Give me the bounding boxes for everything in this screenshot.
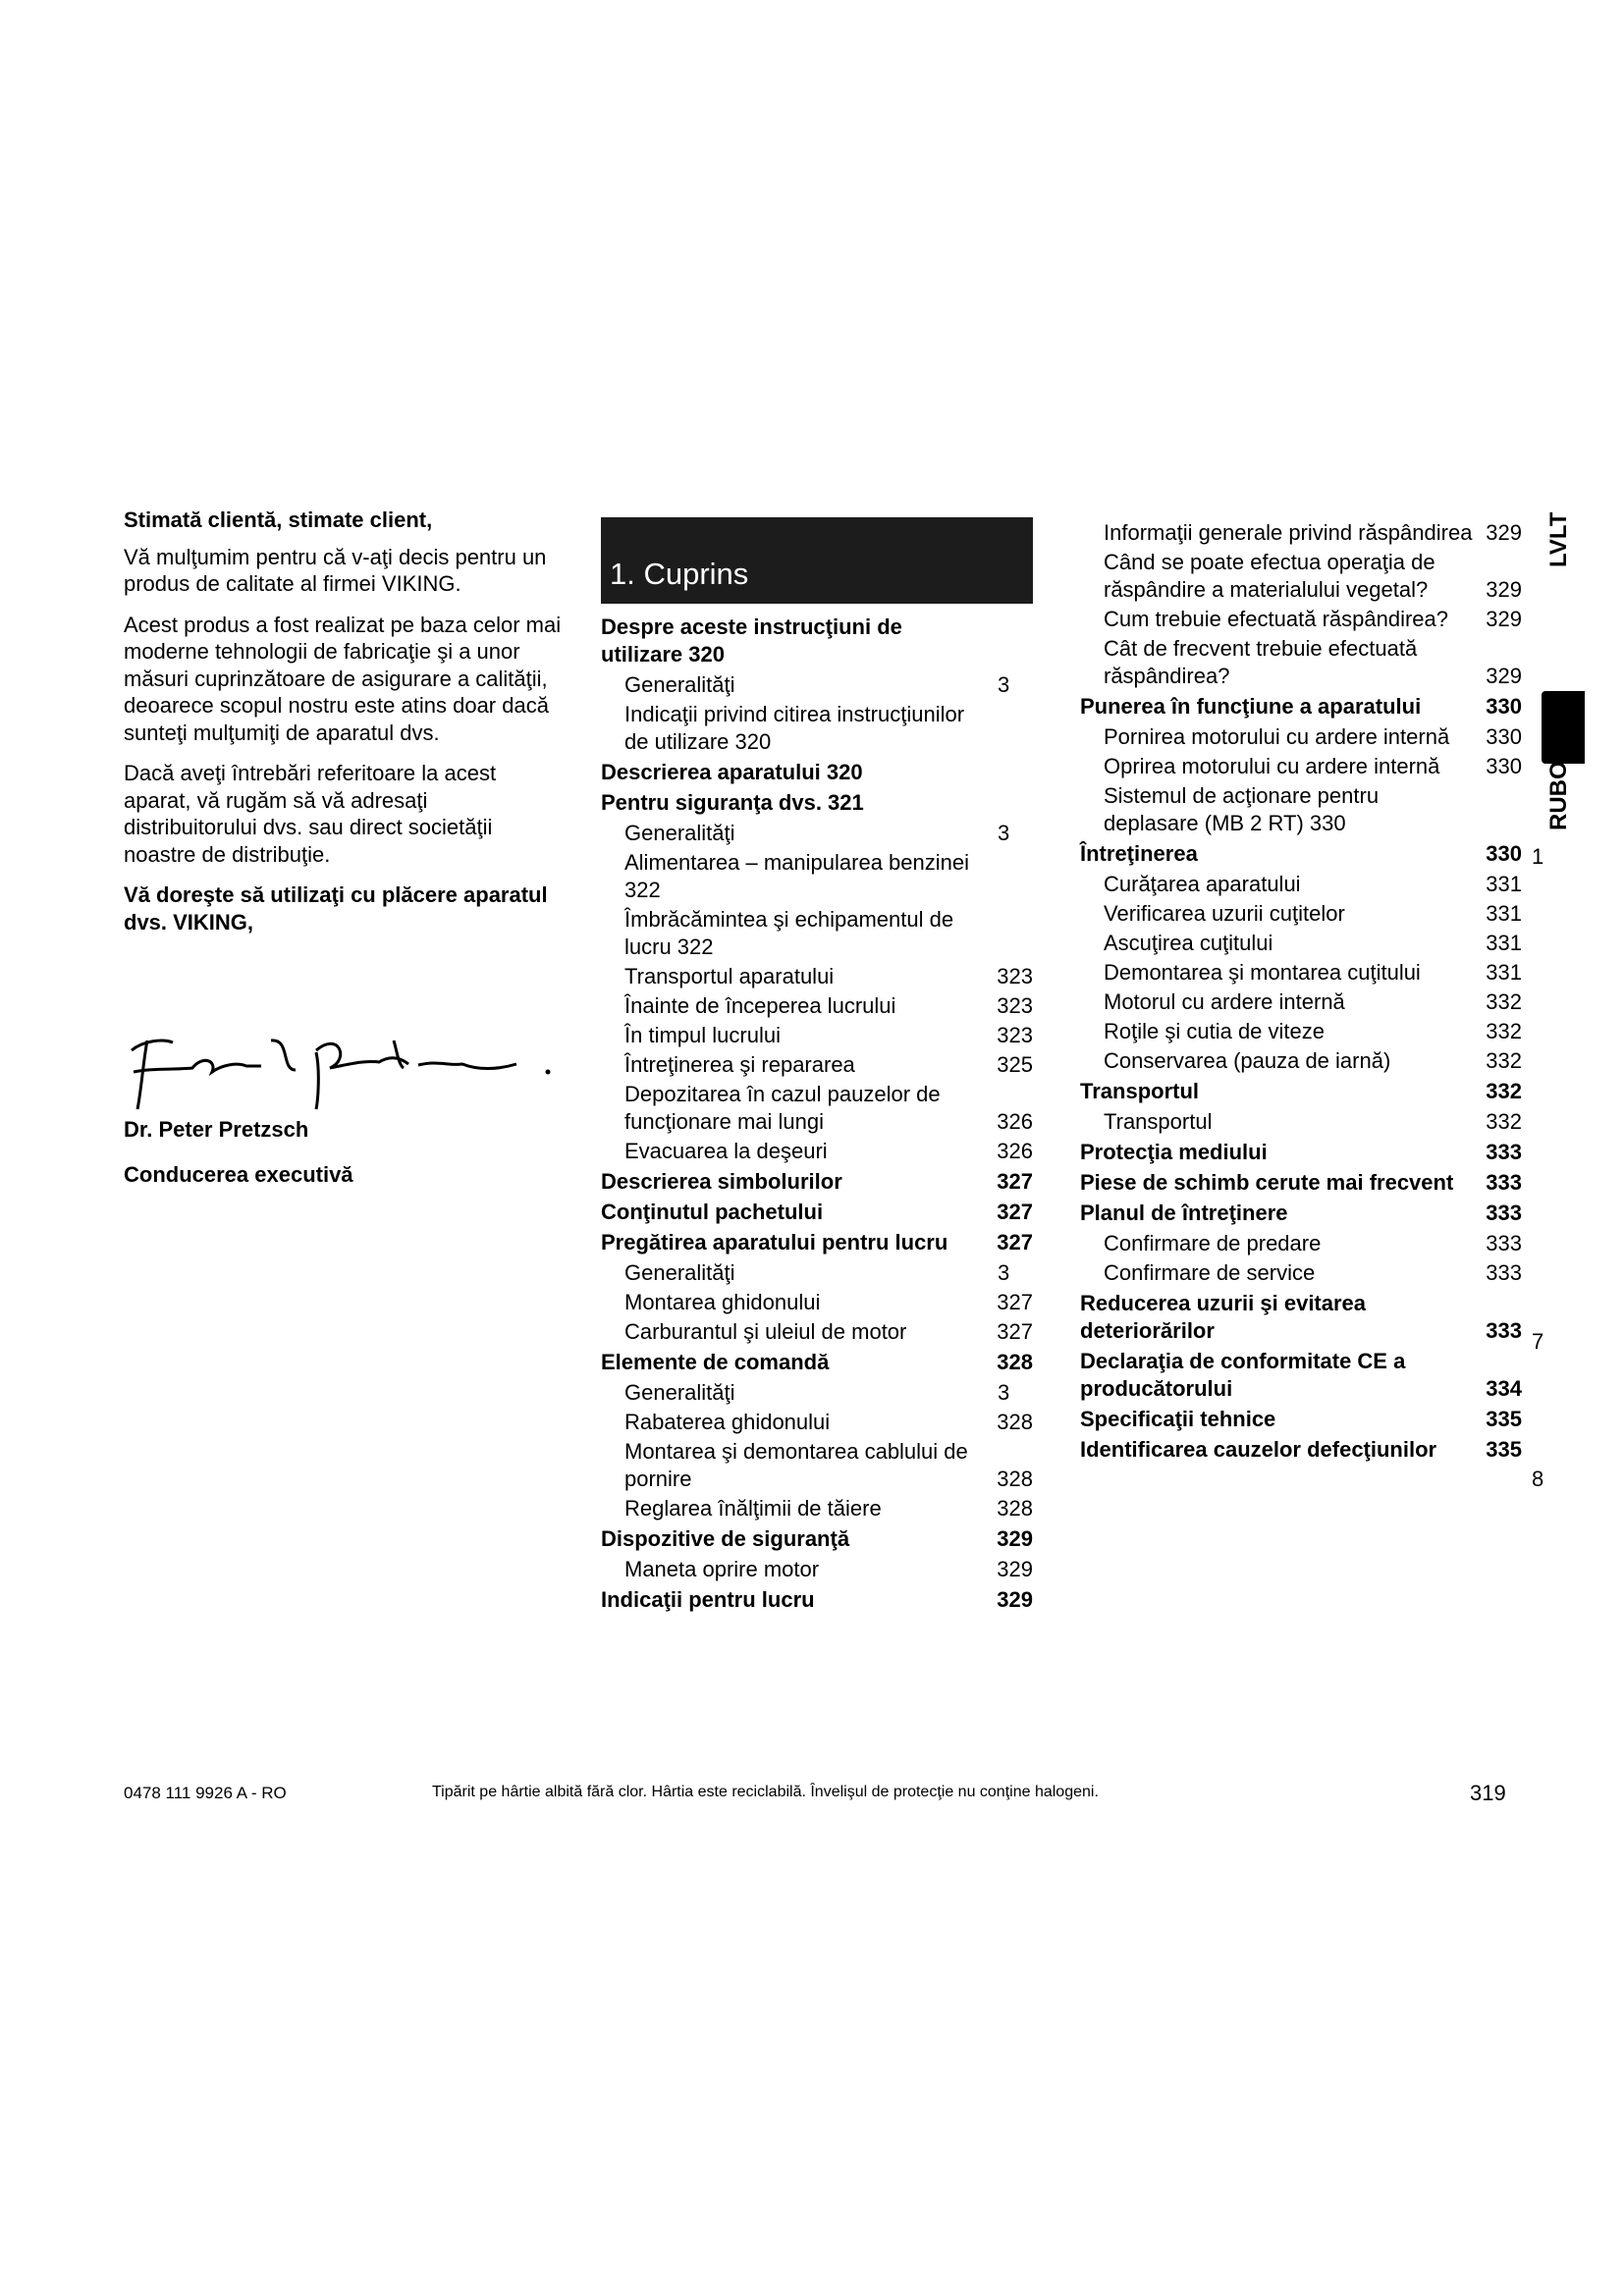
toc-heading bbox=[1080, 1436, 1522, 1464]
toc-entry bbox=[1080, 1259, 1522, 1287]
toc-entry bbox=[1080, 930, 1522, 957]
toc-entry-page: 325 bbox=[997, 1052, 1033, 1077]
margin-number-1: 1 bbox=[1532, 844, 1544, 869]
toc-entry bbox=[1080, 606, 1522, 633]
toc-entry-title: Oprirea motorului cu ardere internă bbox=[1104, 754, 1440, 778]
toc-entry-title: Verificarea uzurii cuţitelor bbox=[1104, 901, 1345, 926]
toc-entry-page: 329 bbox=[997, 1557, 1033, 1581]
toc-entry-title: Roţile şi cutia de viteze bbox=[1104, 1019, 1325, 1043]
toc-entry-title: Montarea ghidonului bbox=[624, 1290, 821, 1314]
toc-entry-title: Reducerea uzurii şi evitarea deteriorărilor bbox=[1080, 1291, 1367, 1343]
toc-heading bbox=[601, 789, 1033, 817]
toc-entry-page: 327 bbox=[997, 1319, 1033, 1344]
toc-entry bbox=[1080, 988, 1522, 1016]
signer-role: Conducerea executivă bbox=[124, 1162, 353, 1187]
toc-entry-page: 330 bbox=[1486, 694, 1522, 719]
toc-entry-title: Maneta oprire motor bbox=[624, 1557, 820, 1581]
toc-entry-page: 333 bbox=[1486, 1318, 1522, 1343]
toc-entry bbox=[1080, 1047, 1522, 1075]
toc-entry bbox=[601, 1022, 1033, 1049]
signer-name: Dr. Peter Pretzsch bbox=[124, 1117, 309, 1142]
toc-entry bbox=[601, 820, 1033, 847]
toc-entry-title: Confirmare de service bbox=[1104, 1260, 1316, 1285]
toc-entry bbox=[1080, 635, 1522, 690]
paragraph-thanks: Vă mulţumim pentru că v-aţi decis pentru un produs de calitate al firmei VIKING. bbox=[124, 544, 547, 596]
toc-heading bbox=[1080, 840, 1522, 868]
toc-entry-page: 326 bbox=[997, 1109, 1033, 1134]
toc-entry-title: Piese de schimb cerute mai frecvent bbox=[1080, 1170, 1454, 1195]
paragraph-quality: Acest produs a fost realizat pe baza celor mai moderne tehnologii de fabricaţie şi a unor măsuri cuprinzătoare de asigurare a calităţii, deoarece scopul nostru este atins doar dacă sunteţi mulţumiţi de aparatul dvs. bbox=[124, 612, 562, 745]
toc-entry-title: Conţinutul pachetului bbox=[601, 1200, 824, 1224]
toc-entry bbox=[601, 1138, 1033, 1165]
toc-entry-title: Dispozitive de siguranţă bbox=[601, 1526, 850, 1551]
toc-entry-title: Specificaţii tehnice bbox=[1080, 1407, 1276, 1431]
toc-entry-page: 328 bbox=[997, 1350, 1033, 1374]
toc-entry-title: Întreţinerea şi repararea bbox=[624, 1052, 855, 1077]
toc-entry-page: 333 bbox=[1486, 1260, 1522, 1285]
toc-entry-page: 323 bbox=[997, 993, 1033, 1018]
greeting-letter bbox=[124, 507, 566, 935]
toc-entry bbox=[601, 1556, 1033, 1583]
toc-entry-page: 335 bbox=[1486, 1407, 1522, 1431]
toc-entry-title: Reglarea înălţimii de tăiere bbox=[624, 1496, 882, 1521]
toc-entry-page: 331 bbox=[1486, 901, 1522, 926]
toc-entry-title: Evacuarea la deşeuri bbox=[624, 1139, 828, 1163]
toc-entry-page: 333 bbox=[1486, 1140, 1522, 1164]
toc-entry bbox=[601, 701, 1033, 756]
toc-list-middle bbox=[601, 614, 1033, 1614]
toc-entry bbox=[601, 906, 1033, 961]
toc-entry-page: 327 bbox=[997, 1169, 1033, 1194]
toc-heading bbox=[1080, 1348, 1522, 1403]
toc-column-right bbox=[1080, 517, 1522, 1467]
toc-heading bbox=[1080, 1139, 1522, 1166]
toc-entry-page: 328 bbox=[997, 1496, 1033, 1521]
toc-heading bbox=[1080, 1169, 1522, 1197]
toc-entry bbox=[1080, 782, 1522, 837]
toc-entry-title: Rabaterea ghidonului bbox=[624, 1410, 831, 1434]
toc-list-right bbox=[1080, 519, 1522, 1464]
toc-entry-title: Identificarea cauzelor defecţiunilor bbox=[1080, 1437, 1437, 1462]
toc-entry bbox=[1080, 753, 1522, 780]
toc-heading bbox=[601, 1229, 1033, 1256]
toc-entry-page: 329 bbox=[1486, 520, 1522, 545]
toc-entry-page: 333 bbox=[1486, 1170, 1522, 1195]
margin-number-7: 7 bbox=[1532, 1329, 1544, 1354]
toc-entry-page: 327 bbox=[997, 1200, 1033, 1224]
toc-entry bbox=[1080, 1108, 1522, 1136]
toc-entry-page: 3 bbox=[998, 1380, 1010, 1405]
toc-entry-title: Montarea şi demontarea cablului de pornire bbox=[624, 1439, 968, 1491]
toc-title-banner bbox=[601, 517, 1033, 604]
toc-column-middle bbox=[601, 517, 1033, 1617]
toc-entry bbox=[601, 1318, 1033, 1346]
margin-number-8: 8 bbox=[1532, 1467, 1544, 1491]
toc-entry-title: Informaţii generale privind răspândirea bbox=[1104, 520, 1473, 545]
toc-heading bbox=[601, 1525, 1033, 1553]
toc-heading bbox=[1080, 693, 1522, 721]
toc-entry-page: 332 bbox=[1486, 989, 1522, 1014]
toc-entry bbox=[601, 1438, 1033, 1493]
toc-entry bbox=[1080, 519, 1522, 547]
toc-heading bbox=[1080, 1078, 1522, 1105]
toc-entry-title: Alimentarea – manipularea benzinei 322 bbox=[624, 850, 969, 902]
toc-entry-page: 330 bbox=[1486, 841, 1522, 866]
toc-entry-title: Conservarea (pauza de iarnă) bbox=[1104, 1048, 1391, 1073]
toc-entry-title: Ascuţirea cuţitului bbox=[1104, 931, 1273, 955]
toc-entry-title: Transportul aparatului bbox=[624, 964, 835, 988]
toc-entry-title: Pregătirea aparatului pentru lucru bbox=[601, 1230, 948, 1255]
toc-entry-title: Despre aceste instrucţiuni de utilizare 320 bbox=[601, 614, 902, 667]
toc-entry-title: Transportul bbox=[1080, 1079, 1200, 1103]
toc-title: 1. Cuprins bbox=[610, 557, 749, 591]
toc-entry-title: Planul de întreţinere bbox=[1080, 1201, 1288, 1225]
toc-entry-title: Când se poate efectua operaţia de răspândire a materialului vegetal? bbox=[1104, 550, 1435, 602]
toc-heading bbox=[601, 1199, 1033, 1226]
toc-entry-title: Carburantul şi uleiul de motor bbox=[624, 1319, 907, 1344]
toc-entry-title: Cum trebuie efectuată răspândirea? bbox=[1104, 607, 1448, 631]
toc-entry-page: 3 bbox=[998, 1260, 1010, 1285]
toc-entry-title: Protecţia mediului bbox=[1080, 1140, 1268, 1164]
toc-entry-title: Demontarea şi montarea cuţitului bbox=[1104, 960, 1421, 985]
paragraph-questions: Dacă aveţi întrebări referitoare la acest aparat, vă rugăm să vă adresaţi distribuitorului dvs. sau direct societăţii noastre de distribuţie. bbox=[124, 761, 497, 867]
toc-entry-page: 331 bbox=[1486, 931, 1522, 955]
toc-entry-title: Curăţarea aparatului bbox=[1104, 872, 1301, 896]
toc-entry-page: 329 bbox=[997, 1526, 1033, 1551]
toc-entry-title: Înainte de începerea lucrului bbox=[624, 993, 896, 1018]
toc-entry-title: Pornirea motorului cu ardere internă bbox=[1104, 724, 1450, 749]
toc-entry-page: 329 bbox=[1486, 577, 1522, 602]
toc-heading bbox=[601, 614, 1033, 668]
toc-entry bbox=[1080, 1018, 1522, 1045]
toc-entry-page: 331 bbox=[1486, 960, 1522, 985]
toc-entry bbox=[601, 1409, 1033, 1436]
toc-entry bbox=[601, 992, 1033, 1020]
toc-entry bbox=[601, 1081, 1033, 1136]
toc-heading bbox=[1080, 1406, 1522, 1433]
toc-entry-page: 332 bbox=[1486, 1048, 1522, 1073]
toc-entry-title: Întreţinerea bbox=[1080, 841, 1198, 866]
toc-entry-title: Punerea în funcţiune a aparatului bbox=[1080, 694, 1422, 719]
toc-entry bbox=[1080, 549, 1522, 604]
toc-entry bbox=[1080, 723, 1522, 751]
toc-entry-page: 331 bbox=[1486, 872, 1522, 896]
side-tab-top-label: LVLT bbox=[1545, 511, 1572, 567]
toc-entry bbox=[1080, 959, 1522, 987]
toc-entry bbox=[601, 849, 1033, 904]
toc-entry-page: 323 bbox=[997, 964, 1033, 988]
toc-entry bbox=[601, 1495, 1033, 1522]
toc-entry-title: Indicaţii privind citirea instrucţiunilor de utilizare 320 bbox=[624, 702, 965, 754]
toc-entry-page: 3 bbox=[998, 821, 1010, 845]
toc-heading bbox=[601, 1168, 1033, 1196]
toc-entry-page: 327 bbox=[997, 1290, 1033, 1314]
toc-entry-page: 333 bbox=[1486, 1201, 1522, 1225]
toc-entry-page: 334 bbox=[1486, 1376, 1522, 1401]
toc-entry bbox=[1080, 1230, 1522, 1257]
toc-entry-page: 329 bbox=[1486, 664, 1522, 688]
toc-entry-title: Transportul bbox=[1104, 1109, 1213, 1134]
toc-entry-page: 332 bbox=[1486, 1079, 1522, 1103]
salutation: Stimată clientă, stimate client, bbox=[124, 507, 433, 532]
toc-entry-title: Îmbrăcămintea şi echipamentul de lucru 322 bbox=[624, 907, 954, 959]
toc-entry-title: Generalităţi bbox=[624, 672, 735, 697]
toc-heading bbox=[1080, 1290, 1522, 1345]
page-number: 319 bbox=[1470, 1781, 1506, 1805]
toc-entry-page: 326 bbox=[997, 1139, 1033, 1163]
toc-entry-page: 330 bbox=[1486, 724, 1522, 749]
toc-entry-page: 333 bbox=[1486, 1231, 1522, 1255]
toc-entry-title: Pentru siguranţa dvs. 321 bbox=[601, 790, 864, 815]
toc-entry bbox=[1080, 871, 1522, 898]
toc-entry-page: 327 bbox=[997, 1230, 1033, 1255]
toc-heading bbox=[601, 1586, 1033, 1614]
toc-entry bbox=[601, 1259, 1033, 1287]
toc-entry-title: Descrierea aparatului 320 bbox=[601, 760, 863, 784]
toc-entry-title: Depozitarea în cazul pauzelor de funcţionare mai lungi bbox=[624, 1082, 941, 1134]
toc-entry-title: Generalităţi bbox=[624, 821, 735, 845]
toc-entry-title: Confirmare de predare bbox=[1104, 1231, 1322, 1255]
toc-entry-page: 332 bbox=[1486, 1019, 1522, 1043]
toc-entry-page: 330 bbox=[1486, 754, 1522, 778]
toc-entry-page: 328 bbox=[997, 1410, 1033, 1434]
toc-entry-page: 323 bbox=[997, 1023, 1033, 1047]
toc-entry-title: Declaraţia de conformitate CE a producătorului bbox=[1080, 1349, 1406, 1401]
toc-entry bbox=[601, 1379, 1033, 1407]
toc-entry-title: Motorul cu ardere internă bbox=[1104, 989, 1345, 1014]
side-tab-bottom-label: RUBOLT bbox=[1545, 733, 1572, 830]
toc-entry bbox=[1080, 900, 1522, 928]
toc-entry-title: Sistemul de acţionare pentru deplasare (MB 2 RT) 330 bbox=[1104, 783, 1380, 835]
toc-heading bbox=[601, 759, 1033, 786]
toc-entry-title: Elemente de comandă bbox=[601, 1350, 830, 1374]
document-code: 0478 111 9926 A - RO bbox=[124, 1784, 287, 1802]
toc-entry-title: Descrierea simbolurilor bbox=[601, 1169, 842, 1194]
toc-entry-title: Cât de frecvent trebuie efectuată răspândirea? bbox=[1104, 636, 1418, 688]
toc-entry bbox=[601, 963, 1033, 990]
toc-entry-title: În timpul lucrului bbox=[624, 1023, 781, 1047]
toc-heading bbox=[601, 1349, 1033, 1376]
toc-entry bbox=[601, 1289, 1033, 1316]
toc-entry-page: 329 bbox=[997, 1587, 1033, 1612]
toc-entry-page: 329 bbox=[1486, 607, 1522, 631]
toc-entry bbox=[601, 671, 1033, 699]
toc-entry-page: 335 bbox=[1486, 1437, 1522, 1462]
toc-entry-page: 3 bbox=[998, 672, 1010, 697]
toc-entry bbox=[601, 1051, 1033, 1079]
toc-entry-title: Generalităţi bbox=[624, 1380, 735, 1405]
toc-entry-title: Generalităţi bbox=[624, 1260, 735, 1285]
toc-entry-page: 332 bbox=[1486, 1109, 1522, 1134]
print-note: Tipărit pe hârtie albită fără clor. Hârtia este reciclabilă. Învelişul de protecţie nu conţine halogeni. bbox=[432, 1784, 1099, 1800]
toc-entry-page: 328 bbox=[997, 1467, 1033, 1491]
toc-entry-title: Indicaţii pentru lucru bbox=[601, 1587, 815, 1612]
toc-heading bbox=[1080, 1200, 1522, 1227]
signature bbox=[124, 1011, 575, 1119]
closing-wish: Vă doreşte să utilizaţi cu plăcere aparatul dvs. VIKING, bbox=[124, 882, 548, 934]
